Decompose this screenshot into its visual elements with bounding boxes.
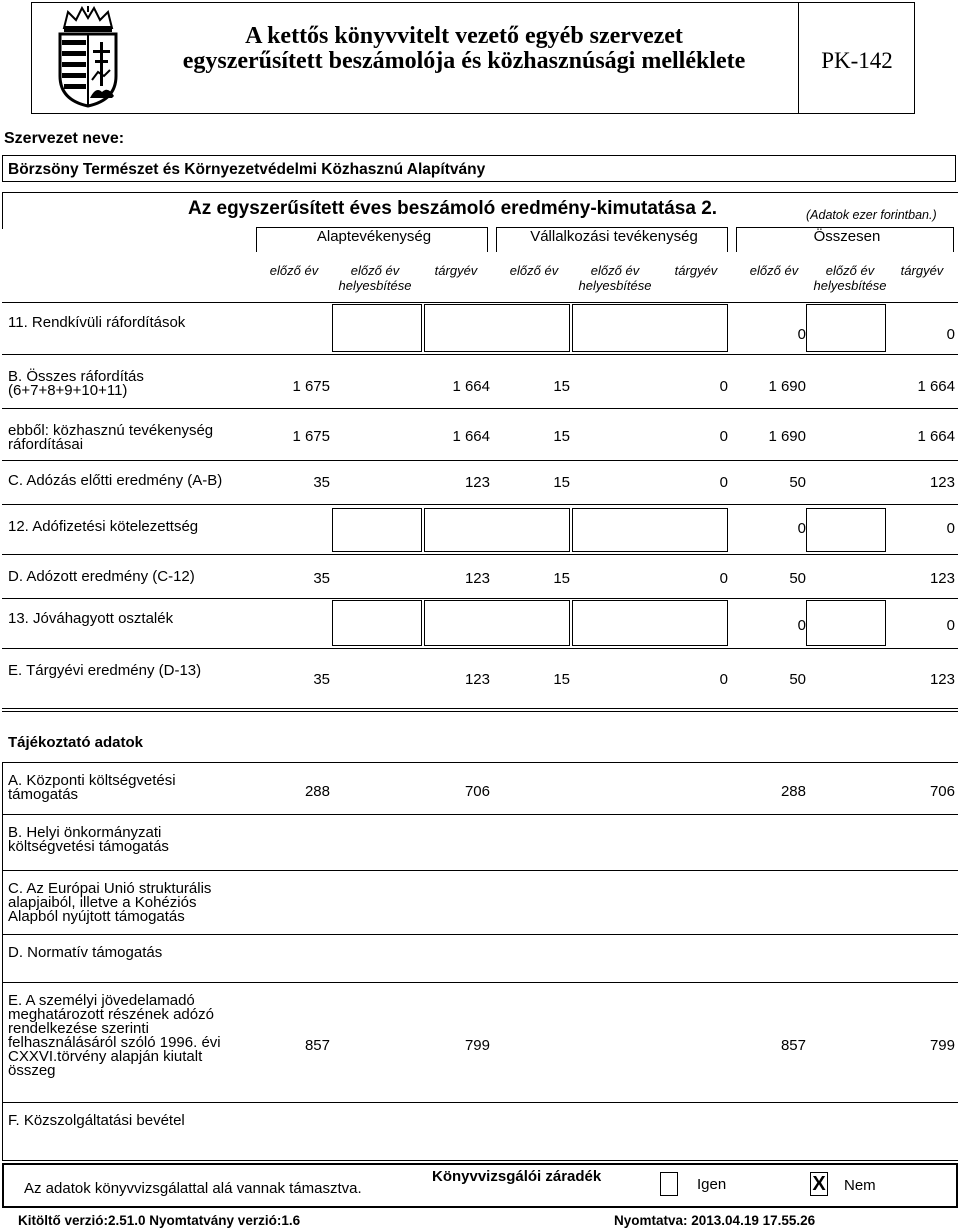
row-value: 1 664 (917, 428, 955, 445)
input-cell[interactable] (424, 600, 570, 646)
audit-yes-checkbox[interactable] (660, 1172, 678, 1196)
row-label: E. Tárgyévi eredmény (D-13) (8, 662, 202, 679)
row-divider (2, 504, 958, 505)
input-cell[interactable] (806, 304, 886, 352)
row-divider (2, 554, 958, 555)
row-value: 15 (553, 428, 570, 445)
row-value: 123 (464, 570, 490, 587)
column-header (810, 263, 890, 293)
row-divider (2, 814, 958, 815)
input-cell[interactable] (424, 304, 570, 352)
column-header (420, 263, 492, 278)
input-cell[interactable] (424, 508, 570, 552)
column-header (258, 263, 330, 278)
row-value: 123 (929, 474, 955, 491)
row-value: 50 (789, 671, 806, 688)
column-header-line1: tárgyév (434, 263, 478, 278)
row-value: 35 (313, 570, 330, 587)
info-row-label: F. Közszolgáltatási bevétel (8, 1112, 185, 1129)
input-cell[interactable] (806, 600, 886, 646)
audit-no-label: Nem (844, 1177, 876, 1194)
column-header-line2: helyesbítése (578, 278, 652, 293)
row-value: 1 690 (768, 378, 806, 395)
input-cell[interactable] (332, 304, 422, 352)
info-row-label: E. A személyi jövedelamadó meghatározott részének adózó rendelkezése szerinti felhasználásáról szóló 1996. évi CXXVI.törvény alapján kiutalt összeg (8, 992, 221, 1079)
row-value: 1 675 (292, 428, 330, 445)
row-divider (2, 762, 958, 763)
row-value: 0 (719, 378, 728, 395)
column-header-line1: előző év (590, 263, 640, 278)
row-value: 123 (464, 474, 490, 491)
table-top-rule (2, 192, 958, 193)
row-divider (2, 302, 958, 303)
input-cell[interactable] (572, 304, 728, 352)
group-header-box (256, 227, 488, 252)
row-value: 35 (313, 474, 330, 491)
audit-clause-label: Könyvvizsgálói záradék (432, 1168, 602, 1185)
info-row-value: 288 (304, 783, 330, 800)
row-divider (2, 408, 958, 409)
table-title: Az egyszerűsített éves beszámoló eredmény-kimutatása 2. (188, 198, 718, 219)
row-divider (2, 1102, 958, 1103)
row-value: 123 (929, 570, 955, 587)
row-label: 12. Adófizetési kötelezettség (8, 518, 199, 535)
row-value: 1 664 (452, 428, 490, 445)
info-row-label: B. Helyi önkormányzati költségvetési támogatás (8, 824, 169, 855)
row-label: 11. Rendkívüli ráfordítások (8, 314, 186, 331)
audit-yes-label: Igen (697, 1176, 727, 1193)
input-cell[interactable] (806, 508, 886, 552)
form-code: PK-142 (821, 48, 893, 73)
column-header-line1: előző év (350, 263, 400, 278)
row-label: 13. Jóváhagyott osztalék (8, 610, 174, 627)
row-value: 123 (929, 671, 955, 688)
row-value: 1 664 (917, 378, 955, 395)
row-label: D. Adózott eredmény (C-12) (8, 568, 195, 585)
row-value: 50 (789, 474, 806, 491)
row-divider (2, 1160, 958, 1161)
row-value: 1 690 (768, 428, 806, 445)
column-header-line1: előző év (509, 263, 559, 278)
column-header (888, 263, 956, 278)
info-row-value: 799 (929, 1037, 955, 1054)
input-cell[interactable] (332, 600, 422, 646)
column-header-line2: helyesbítése (813, 278, 887, 293)
row-label: C. Adózás előtti eredmény (A-B) (8, 472, 223, 489)
organization-label: Szervezet neve: (4, 130, 125, 147)
row-value: 35 (313, 671, 330, 688)
row-value: 0 (946, 617, 955, 634)
row-divider (2, 354, 958, 355)
row-value: 15 (553, 570, 570, 587)
info-title: Tájékoztató adatok (8, 734, 144, 751)
section-divider (2, 711, 958, 712)
row-value: 15 (553, 671, 570, 688)
row-value: 15 (553, 378, 570, 395)
info-row-label: A. Központi költségvetési támogatás (8, 772, 176, 803)
info-row-label: D. Normatív támogatás (8, 944, 163, 961)
row-label: B. Összes ráfordítás (6+7+8+9+10+11) (8, 368, 144, 399)
audit-no-checkbox[interactable]: X (810, 1172, 828, 1196)
column-header (572, 263, 658, 293)
column-header-line1: tárgyév (674, 263, 718, 278)
row-value: 0 (797, 326, 806, 343)
info-row-label: C. Az Európai Unió strukturális alapjaiból, illetve a Kohéziós Alapból nyújtott támogatás (8, 880, 212, 925)
row-value: 0 (797, 520, 806, 537)
row-divider (2, 708, 958, 709)
column-header-line1: előző év (825, 263, 875, 278)
row-value: 0 (719, 428, 728, 445)
row-divider (2, 598, 958, 599)
input-cell[interactable] (572, 600, 728, 646)
row-divider (2, 934, 958, 935)
column-header (498, 263, 570, 278)
audit-note: Az adatok könyvvizsgálattal alá vannak támasztva. (24, 1180, 362, 1197)
row-divider (2, 648, 958, 649)
group-header-3: Összesen (813, 228, 881, 245)
row-value: 0 (719, 671, 728, 688)
group-header-1: Alaptevékenység (316, 228, 432, 245)
row-value: 1 664 (452, 378, 490, 395)
row-value: 0 (719, 474, 728, 491)
row-value: 0 (797, 617, 806, 634)
row-value: 1 675 (292, 378, 330, 395)
info-row-value: 799 (464, 1037, 490, 1054)
row-label: ebből: közhasznú tevékenység ráfordításai (8, 422, 214, 453)
unit-note: (Adatok ezer forintban.) (806, 208, 937, 222)
column-header-line2: helyesbítése (338, 278, 412, 293)
column-header (660, 263, 732, 278)
form-title-line2: egyszerűsített beszámolója és közhasznúsági melléklete (182, 48, 746, 74)
column-header-line1: előző év (749, 263, 799, 278)
info-row-value: 706 (464, 783, 490, 800)
info-row-value: 706 (929, 783, 955, 800)
print-timestamp: Nyomtatva: 2013.04.19 17.55.26 (614, 1213, 816, 1228)
table-left-rule (2, 192, 3, 229)
row-divider (2, 460, 958, 461)
version-info: Kitöltő verzió:2.51.0 Nyomtatvány verzió:1.6 (18, 1213, 301, 1228)
row-value: 123 (464, 671, 490, 688)
input-cell[interactable] (332, 508, 422, 552)
row-value: 15 (553, 474, 570, 491)
table-left-rule (2, 762, 3, 1160)
row-value: 0 (946, 326, 955, 343)
row-value: 0 (946, 520, 955, 537)
info-row-value: 857 (304, 1037, 330, 1054)
form-title-line1: A kettős könyvvitelt vezető egyéb szervezet (245, 23, 683, 49)
organization-name: Börzsöny Természet és Környezetvédelmi Közhasznú Alapítvány (8, 161, 486, 178)
column-header-line1: tárgyév (900, 263, 944, 278)
row-value: 50 (789, 570, 806, 587)
row-value: 0 (719, 570, 728, 587)
row-divider (2, 982, 958, 983)
input-cell[interactable] (572, 508, 728, 552)
info-row-value: 288 (780, 783, 806, 800)
group-header-box (496, 227, 728, 252)
column-header (740, 263, 808, 278)
group-header-2: Vállalkozási tevékenység (530, 228, 698, 245)
row-divider (2, 870, 958, 871)
group-header-box (736, 227, 954, 252)
column-header (332, 263, 418, 293)
info-row-value: 857 (780, 1037, 806, 1054)
column-header-line1: előző év (269, 263, 319, 278)
